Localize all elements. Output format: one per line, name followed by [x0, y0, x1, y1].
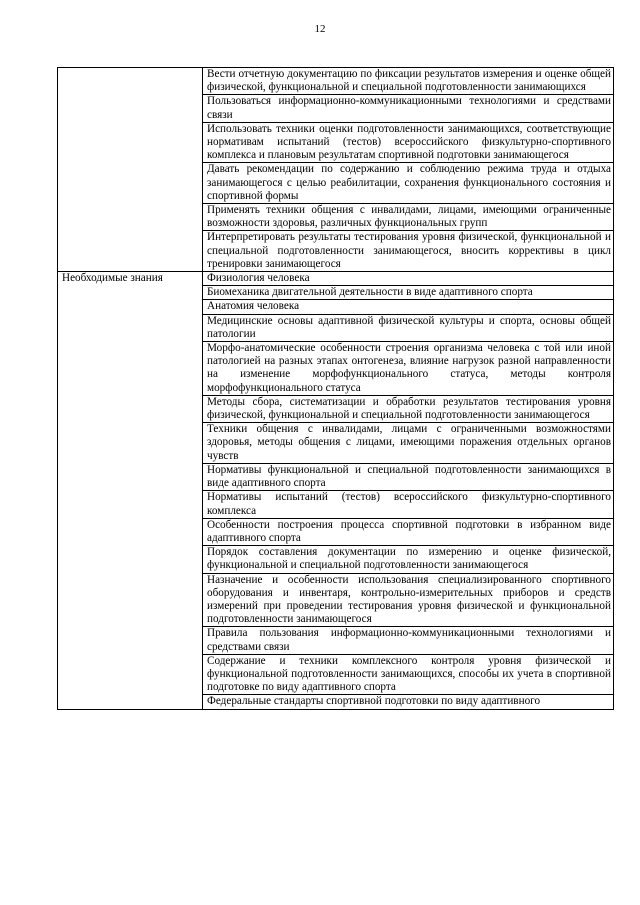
- knowledge-item: Медицинские основы адаптивной физической культуры и спорта, основы общей патологии: [203, 314, 614, 341]
- page-number: 12: [314, 23, 326, 35]
- knowledge-item: Содержание и техники комплексного контроля уровня физической и функциональной подготовленности занимающихся, способы их учета в спортивной подготовке по виду адаптивного спорта: [203, 654, 614, 695]
- knowledge-item: Правила пользования информационно-коммуникационными технологиями и средствами связи: [203, 627, 614, 654]
- skill-item: Интерпретировать результаты тестирования уровня физической, функциональной и специальной подготовленности занимающегося, вносить коррективы в цикл тренировки занимающегося: [203, 231, 614, 272]
- requirements-table: [57, 67, 614, 710]
- skill-item: Пользоваться информационно-коммуникационными технологиями и средствами связи: [203, 95, 614, 122]
- knowledge-item: Федеральные стандарты спортивной подготовки по виду адаптивного: [203, 695, 614, 709]
- knowledge-section-label: Необходимые знания: [58, 272, 203, 710]
- knowledge-item: Назначение и особенности использования специализированного спортивного оборудования и инвентаря, контрольно-измерительных приборов и средств измерений при проведении тестирования уровня физической и функциональной подготовленности занимающегося: [203, 573, 614, 627]
- skill-item: Давать рекомендации по содержанию и соблюдению режима труда и отдыха занимающегося с целью реабилитации, сохранения функционального состояния и спортивной формы: [203, 163, 614, 204]
- knowledge-item: Методы сбора, систематизации и обработки результатов тестирования уровня физической, функциональной и специальной подготовленности занимающегося: [203, 395, 614, 422]
- knowledge-item: Нормативы функциональной и специальной подготовленности занимающихся в виде адаптивного спорта: [203, 463, 614, 490]
- knowledge-item: Техники общения с инвалидами, лицами с ограниченными возможностями здоровья, методы общения с лицами, имеющими поражения отдельных органов чувств: [203, 423, 614, 464]
- continued-section-label: [58, 68, 203, 272]
- knowledge-item: Анатомия человека: [203, 300, 614, 314]
- skill-item: Применять техники общения с инвалидами, лицами, имеющими ограниченные возможности здоровья, различных функциональных групп: [203, 204, 614, 231]
- table-row: [58, 68, 614, 95]
- knowledge-item: Морфо-анатомические особенности строения организма человека с той или иной патологией на разных этапах онтогенеза, влияние нагрузок разной направленности на изменение морфофункционального статуса, методы контроля морфофункционального статуса: [203, 342, 614, 396]
- skill-item: Вести отчетную документацию по фиксации результатов измерения и оценке общей физической, функциональной и специальной подготовленности занимающихся: [203, 68, 614, 95]
- knowledge-item: Нормативы испытаний (тестов) всероссийского физкультурно-спортивного комплекса: [203, 491, 614, 518]
- knowledge-item: Порядок составления документации по измерению и оценке физической, функциональной и специальной подготовленности занимающегося: [203, 546, 614, 573]
- knowledge-item: Физиология человека: [203, 272, 614, 286]
- knowledge-item: Особенности построения процесса спортивной подготовки в избранном виде адаптивного спорта: [203, 518, 614, 545]
- table-row: [58, 272, 614, 286]
- skill-item: Использовать техники оценки подготовленности занимающихся, соответствующие нормативам испытаний (тестов) всероссийского физкультурно-спортивного комплекса и плановым результатам спортивной подготовки занимающегося: [203, 122, 614, 163]
- knowledge-item: Биомеханика двигательной деятельности в виде адаптивного спорта: [203, 286, 614, 300]
